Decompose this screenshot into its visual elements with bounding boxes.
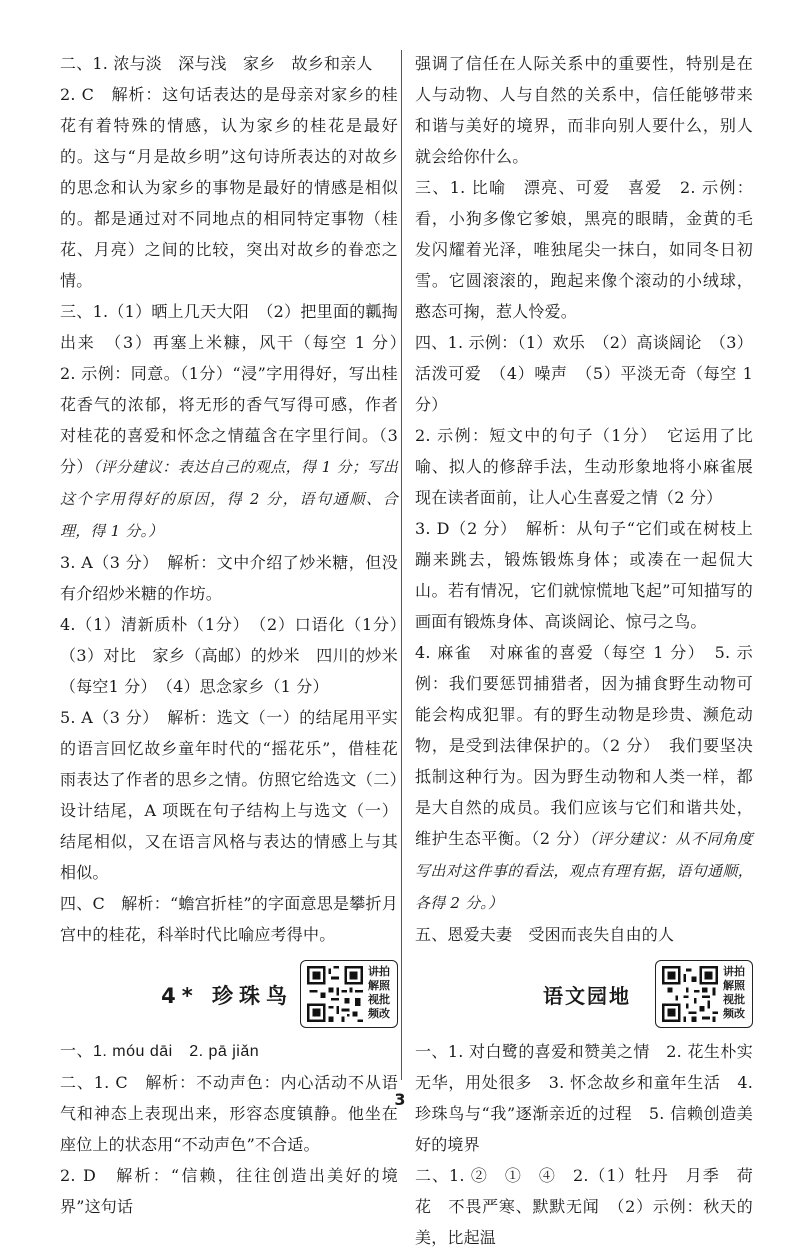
answer-paragraph: 2. 示例：短文中的句子（1分） 它运用了比喻、拟人的修辞手法，生动形象地将小麻雀展现在读者面前，让人心生喜爱之情（2 分）: [415, 426, 753, 507]
answer-paragraph: 二、1. 浓与淡 深与浅 家乡 故乡和亲人: [60, 54, 373, 73]
answer-text: 三、1.（1）晒上几天大阳 （2）把里面的瓤掏出来 （3）再塞上米糠，风干（每空 1 分） 2. 示例：同意。（1分）“浸”字用得好，写出桂花香气的浓郁，将无形的香气写得可感，作者对桂花的喜爱和怀念之情蕴含在字里行间。（3 分）: [60, 302, 415, 476]
answer-paragraph: 2. C 解析：这句话表达的是母亲对家乡的桂花有着特殊的情感，认为家乡的桂花是最好的。这与“月是故乡明”这句诗所表达的对故乡的思念和认为家乡的事物是最好的情感是相似的。都是通过对不同地点的相同特定事物（桂花、月亮）之间的比较，突出对故乡的眷恋之情。: [60, 85, 398, 290]
section-heading: 语文园地: [543, 984, 631, 1008]
column-divider: [401, 50, 402, 1080]
answer-paragraph: 2. D 解析：“信赖，往往创造出美好的境界”这句话: [60, 1166, 398, 1216]
pinyin-answer: 一、1. móu dāi 2. pā jiǎn: [60, 1043, 260, 1060]
answer-paragraph: 3. A（3 分） 解析：文中介绍了炒米糖，但没有介绍炒米糖的作坊。: [60, 553, 398, 603]
qr-label: 讲拍解照视批频改: [723, 965, 745, 1020]
qr-code-box[interactable]: [655, 960, 753, 1028]
lesson-heading-row: [60, 958, 398, 1030]
qr-code-icon: [662, 966, 718, 1022]
qr-code-box[interactable]: [300, 960, 398, 1028]
scoring-note: （评分建议：表达自己的观点，得 1 分；写出这个字用得好的原因，得 2 分，语句通顺、合理，得 1 分。）: [60, 458, 399, 540]
answer-paragraph: 五、恩爱夫妻 受困而丧失自由的人: [415, 925, 675, 944]
answer-paragraph: 二、1. C 解析：不动声色：内心活动不从语气和神态上表现出来，形容态度镇静。他坐在座位上的状态用“不动声色”不合适。: [60, 1073, 398, 1154]
left-column: [60, 48, 415, 1222]
page-number: 3: [394, 1090, 406, 1109]
answer-paragraph: [60, 296, 415, 547]
answer-text: 4. 麻雀 对麻雀的喜爱（每空 1 分） 5. 示例：我们要惩罚捕猎者，因为捕食野生动物可能会构成犯罪。有的野生动物是珍贵、濒危动物，是受到法律保护的。（2 分） 我们要坚决抵制这种行为。因为野生动物和人类一样，都是大自然的成员。我们应该与它们和谐共处，维护生态平衡。（2 分）: [415, 643, 753, 848]
scoring-note: （评分建议：从不同角度写出对这件事的看法，观点有理有据，语句通顺，各得 2 分。）: [415, 830, 753, 912]
answer-paragraph: [415, 637, 753, 919]
answer-paragraph: 强调了信任在人际关系中的重要性，特别是在人与动物、人与自然的关系中，信任能够带来和谐与美好的境界，而非向别人要什么，别人就会给你什么。: [415, 54, 753, 166]
answer-paragraph: 一、1. 对白鹭的喜爱和赞美之情 2. 花生朴实无华，用处很多 3. 怀念故乡和童年生活 4. 珍珠鸟与“我”逐渐亲近的过程 5. 信赖创造美好的境界: [415, 1042, 753, 1154]
right-column: [415, 48, 753, 1253]
answer-paragraph: 3. D（2 分） 解析：从句子“它们或在树枝上蹦来跳去，锻炼锻炼身体；或凑在一起侃大山。若有情况，它们就惊慌地飞起”可知描写的画面有锻炼身体、高谈阔论、惊弓之鸟。: [415, 519, 753, 631]
answer-paragraph: 四、1. 示例：（1）欢乐 （2）高谈阔论 （3）活泼可爱 （4）噪声 （5）平淡无奇（每空 1 分）: [415, 333, 753, 414]
qr-label: 讲拍解照视批频改: [368, 965, 390, 1020]
section-heading-row: [415, 958, 753, 1030]
answer-paragraph: 4.（1）清新质朴（1分） （2）口语化（1分） （3）对比 家乡（高邮）的炒米 四川的炒米（每空1 分） （4）思念家乡（1 分）: [60, 615, 415, 696]
answer-paragraph: 二、1. ② ① ④ 2.（1）牡丹 月季 荷花 不畏严寒、默默无闻 （2）示例：秋天的美，比起温: [415, 1166, 753, 1247]
qr-code-icon: [307, 966, 363, 1022]
lesson-heading: 4* 珍珠鸟: [161, 984, 293, 1008]
answer-paragraph: 三、1. 比喻 漂亮、可爱 喜爱 2. 示例：看，小狗多像它爹娘，黑亮的眼睛，金黄的毛发闪耀着光泽，唯独尾尖一抹白，如同冬日初雪。它圆滚滚的，跑起来像个滚动的小绒球，憨态可掬，惹人怜爱。: [415, 178, 753, 321]
answer-paragraph: 5. A（3 分） 解析：选文（一）的结尾用平实的语言回忆故乡童年时代的“摇花乐”，借桂花雨表达了作者的思乡之情。仿照它给选文（二）设计结尾，A 项既在句子结构上与选文（一）结尾相似，又在语言风格与表达的情感上与其相似。: [60, 708, 398, 882]
answer-paragraph: 四、C 解析：“蟾宫折桂”的字面意思是攀折月宫中的桂花，科举时代比喻应考得中。: [60, 894, 398, 944]
